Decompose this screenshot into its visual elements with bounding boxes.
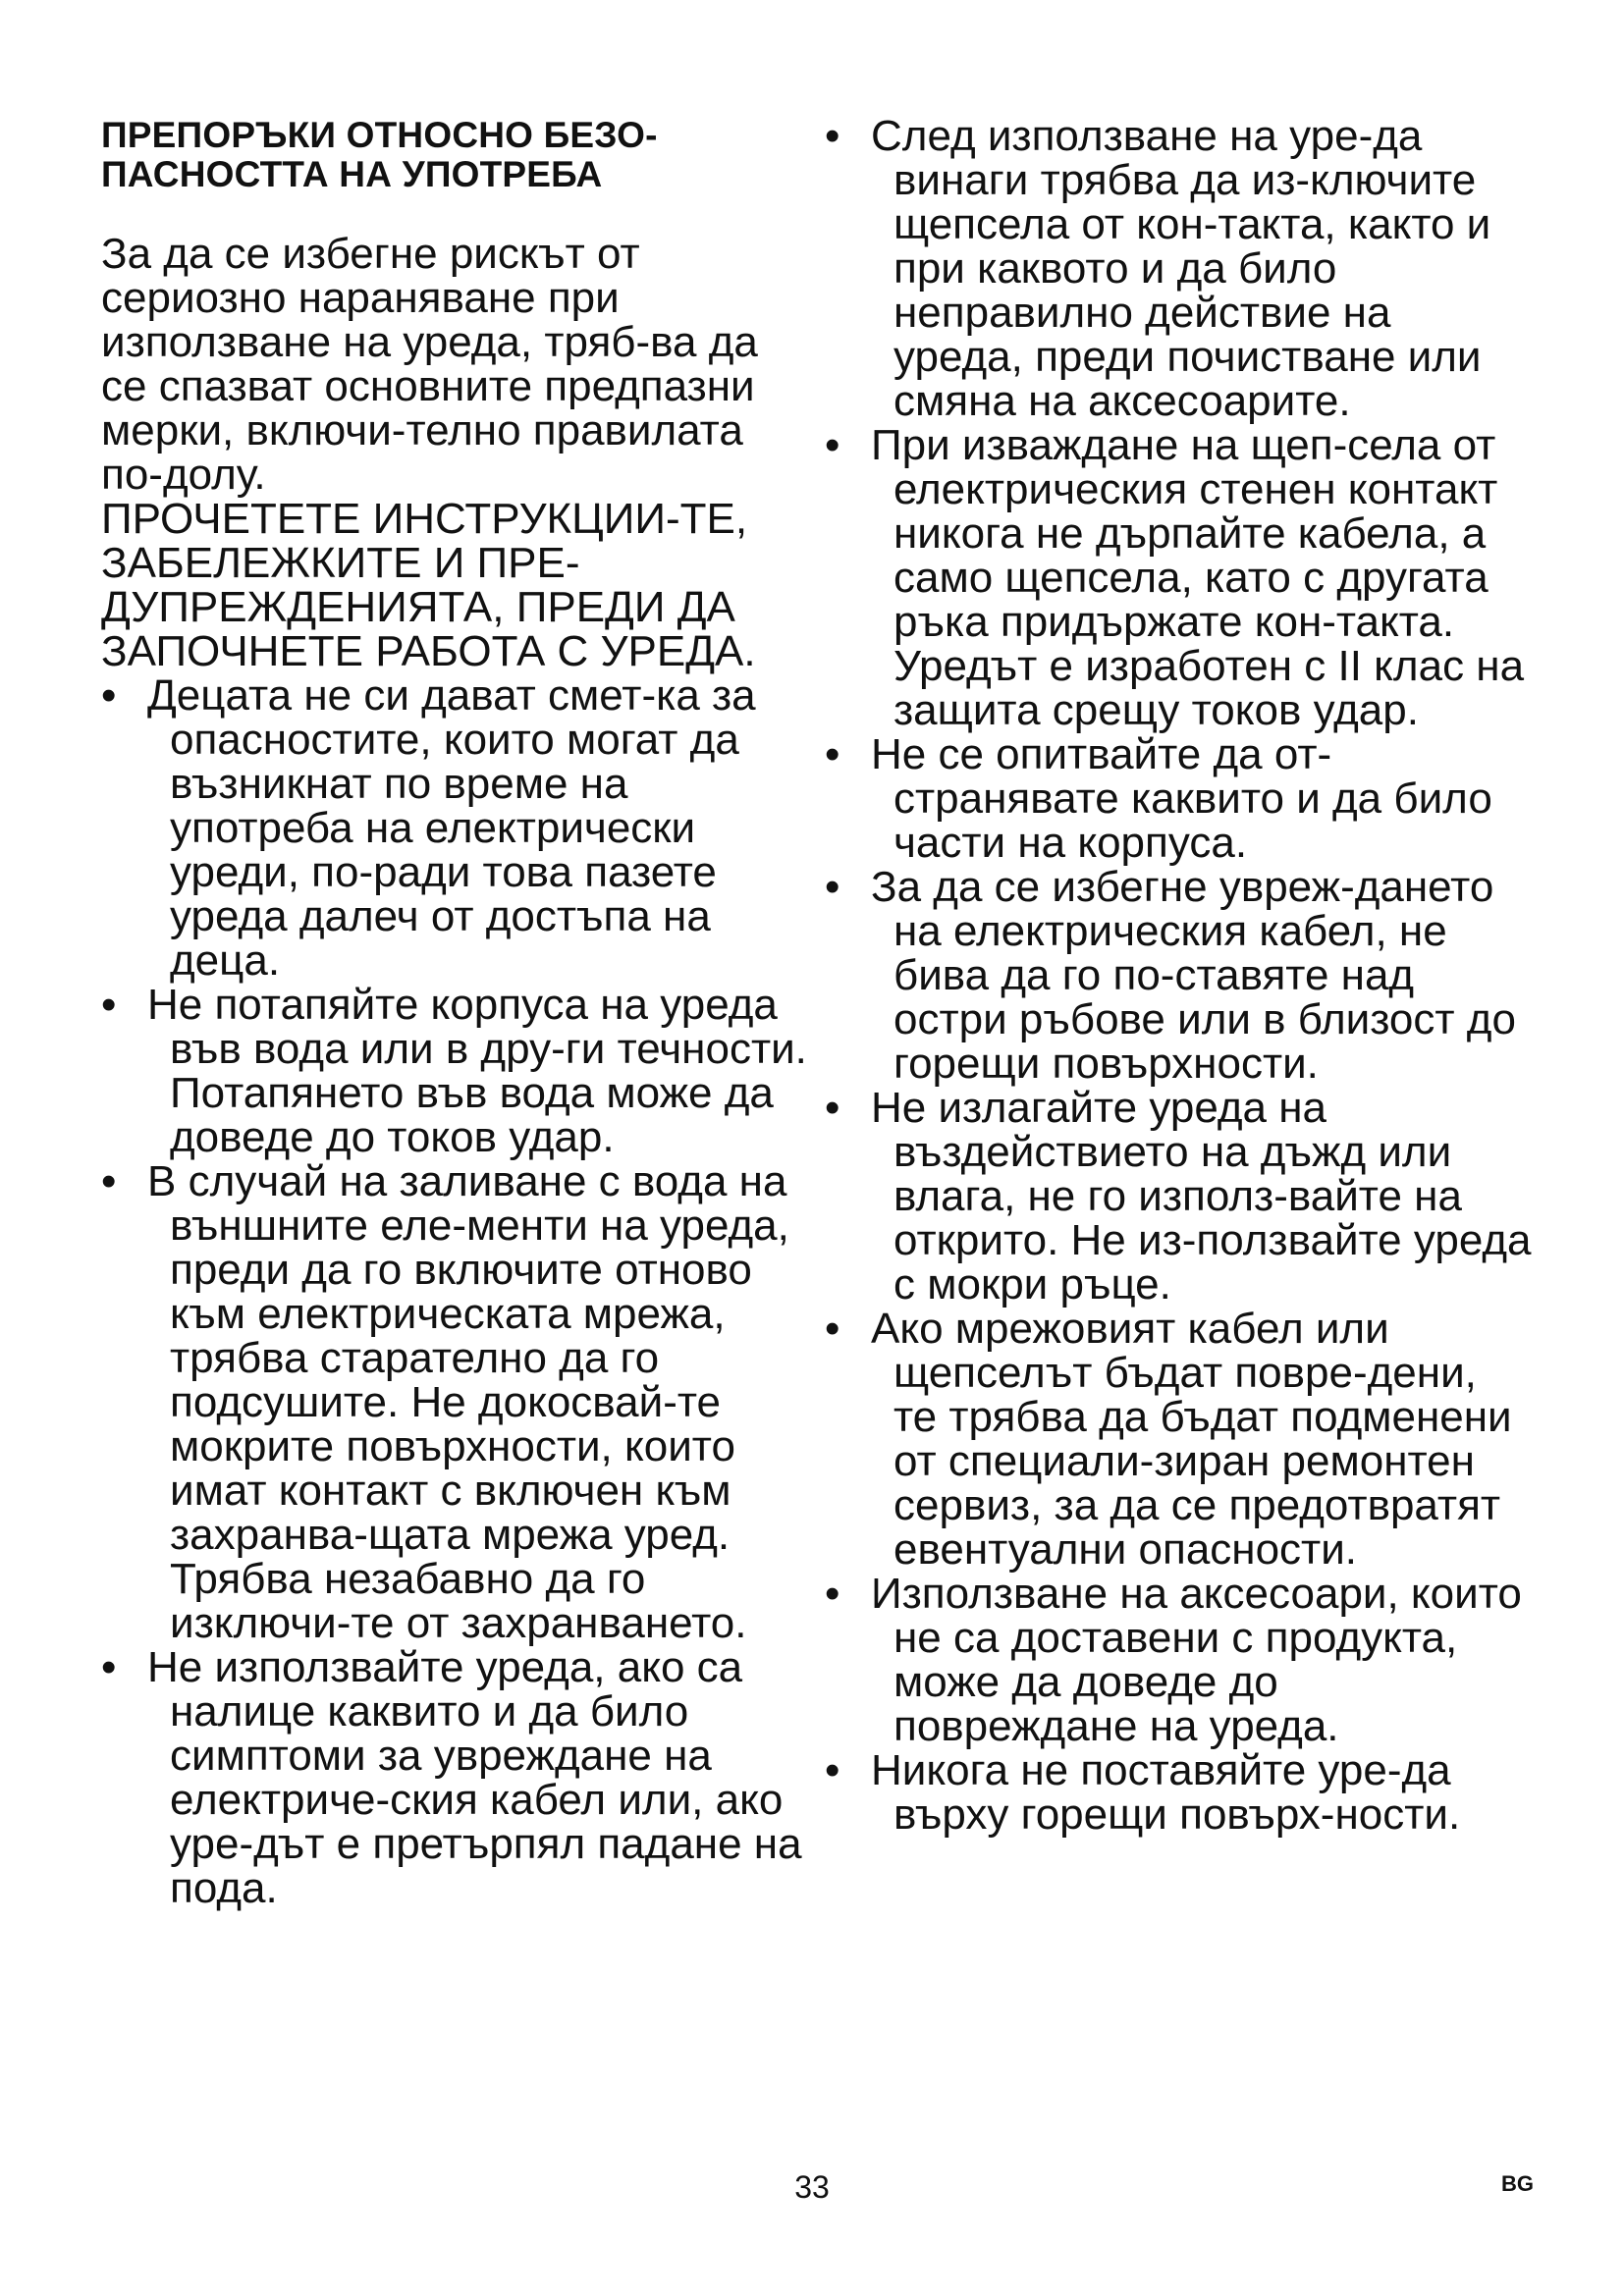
list-item-text: Не използвайте уреда, ако са налице каквито и да било симптоми за увреждане на електриче-ския кабел или, ако уре-дът е претърпял падане на пода. bbox=[147, 1643, 802, 1912]
list-item-text: В случай на заливане с вода на външните еле-менти на уреда, преди да го включите отново към електрическата мрежа, трябва старателно да го подсушите. Не докосвай-те мокрите повърхности, които имат контакт с включен към захранва-щата мрежа уред. Трябва незабавно да го изключи-те от захранването. bbox=[147, 1157, 789, 1647]
bullet-icon: • bbox=[825, 1570, 840, 1618]
list-item bbox=[101, 983, 808, 1159]
safety-list-right bbox=[825, 114, 1532, 1837]
bullet-icon: • bbox=[825, 112, 840, 160]
list-item bbox=[825, 423, 1532, 732]
list-item bbox=[101, 1645, 808, 1910]
language-code: BG bbox=[1501, 2171, 1534, 2196]
bullet-icon: • bbox=[101, 671, 117, 720]
bullet-icon: • bbox=[825, 863, 840, 911]
list-item bbox=[825, 1307, 1532, 1572]
list-item-text: Никога не поставяйте уре-да върху горещи повърх-ности. bbox=[871, 1746, 1461, 1839]
bullet-icon: • bbox=[825, 1305, 840, 1353]
list-item bbox=[825, 732, 1532, 865]
list-item bbox=[101, 1159, 808, 1645]
list-item bbox=[101, 673, 808, 983]
list-item bbox=[825, 114, 1532, 423]
right-column bbox=[825, 112, 1532, 1839]
bullet-icon: • bbox=[825, 421, 840, 469]
bullet-icon: • bbox=[825, 730, 840, 778]
list-item-text: При изваждане на щеп-села от електрическия стенен контакт никога не дърпайте кабела, а само щепсела, като с другата ръка придържате кон-такта. Уредът е изработен с II клас на защита срещу токов удар. bbox=[871, 421, 1525, 734]
caps-warning: ПРОЧЕТЕТЕ ИНСТРУКЦИИ-ТЕ, ЗАБЕЛЕЖКИТЕ И ПРЕ-ДУПРЕЖДЕНИЯТА, ПРЕДИ ДА ЗАПОЧНЕТЕ РАБОТА С УРЕДА. bbox=[101, 495, 756, 675]
list-item bbox=[825, 1572, 1532, 1748]
list-item-text: Използване на аксесоари, които не са доставени с продукта, може да доведе до повреждане на уреда. bbox=[871, 1570, 1522, 1750]
bullet-icon: • bbox=[101, 1643, 117, 1691]
list-item-text: Не се опитвайте да от-странявате каквито и да било части на корпуса. bbox=[871, 730, 1492, 867]
bullet-icon: • bbox=[101, 981, 117, 1029]
heading-line-2: ПАСНОСТТА НА УПОТРЕБА bbox=[101, 154, 603, 194]
list-item-text: Не потапяйте корпуса на уреда във вода или в дру-ги течности. Потапянето във вода може да доведе до токов удар. bbox=[147, 981, 807, 1161]
safety-list-left bbox=[101, 673, 808, 1910]
list-item-text: След използване на уре-да винаги трябва да из-ключите щепсела от кон-такта, както и при каквото и да било неправилно действие на уреда, преди почистване или смяна на аксесоарите. bbox=[871, 112, 1491, 425]
intro-paragraph: За да се избегне рискът от сериозно нараняване при използване на уреда, тряб-ва да се спазват основните предпазни мерки, включи-телно правилата по-долу. bbox=[101, 230, 758, 499]
list-item-text: Децата не си дават смет-ка за опасностите, които могат да възникнат по време на употреба на електрически уреди, по-ради това пазете уреда далеч от достъпа на деца. bbox=[147, 671, 756, 985]
bullet-icon: • bbox=[101, 1157, 117, 1205]
section-heading bbox=[101, 116, 808, 194]
list-item bbox=[825, 1748, 1532, 1837]
heading-line-1: ПРЕПОРЪКИ ОТНОСНО БЕЗО- bbox=[101, 115, 658, 155]
page-number: 33 bbox=[794, 2169, 830, 2205]
bullet-icon: • bbox=[825, 1084, 840, 1132]
list-item-text: Ако мрежовият кабел или щепселът бъдат повре-дени, те трябва да бъдат подменени от специали-зиран ремонтен сервиз, за да се предотвратят евентуални опасности. bbox=[871, 1305, 1512, 1574]
list-item-text: За да се избегне увреж-дането на електрическия кабел, не бива да го по-ставяте над остри ръбове или в близост до горещи повърхности. bbox=[871, 863, 1516, 1088]
list-item bbox=[825, 1086, 1532, 1307]
list-item bbox=[825, 865, 1532, 1086]
list-item-text: Не излагайте уреда на въздействието на дъжд или влага, не го използ-вайте на открито. Не из-ползвайте уреда с мокри ръце. bbox=[871, 1084, 1532, 1308]
bullet-icon: • bbox=[825, 1746, 840, 1794]
left-column bbox=[101, 116, 808, 1910]
